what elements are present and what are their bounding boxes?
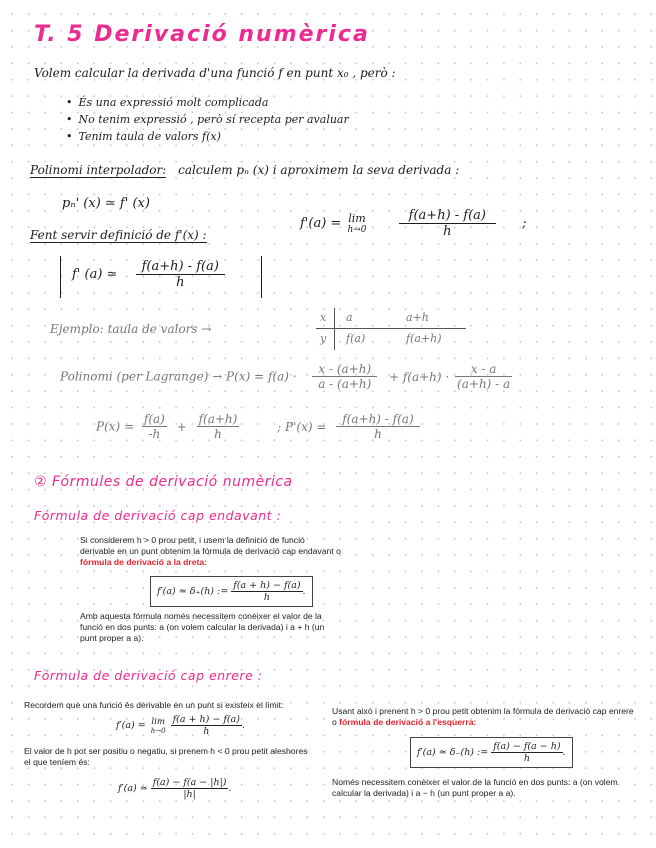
forward-box-den: h xyxy=(231,591,302,603)
back-left-eq2-lhs: f′(a) ≃ xyxy=(118,783,148,794)
px2-fraction xyxy=(336,412,419,441)
table-divider-h xyxy=(316,328,466,329)
back-left-eq2-end: . xyxy=(228,783,232,794)
back-right-box-lhs: f′(a) ≃ δ₋(h) := xyxy=(417,747,489,758)
polinomi-label: Polinomi interpolador: xyxy=(30,163,167,177)
lagrange-line xyxy=(60,362,512,391)
forward-paragraph-2: Amb aquesta fórmula només necessitem conèixer el valor de la funció en dos punts: a (on volem calcular la derivada) i a + h (un punt proper a a). xyxy=(80,611,325,644)
section-2-heading: ② Fórmules de derivació numèrica xyxy=(34,474,293,490)
table-cell: f(a+h) xyxy=(406,332,442,345)
boxed-numerator: f(a+h) - f(a) xyxy=(141,259,219,274)
page-title: T. 5 Derivació numèrica xyxy=(34,22,370,47)
boxed-denominator: h xyxy=(136,274,225,290)
def-numerator: f(a+h) - f(a) xyxy=(408,208,487,223)
derivative-definition xyxy=(300,208,527,239)
table-cell: f(a) xyxy=(346,332,366,345)
boxed-fraction xyxy=(136,259,225,290)
back-left-lim xyxy=(149,717,168,735)
px2-den: h xyxy=(336,426,419,441)
back-right-box-den: h xyxy=(491,752,562,764)
boxed-lhs: f' (a) ≃ xyxy=(72,267,118,282)
forward-p1-text: Si considerem h > 0 prou petit, i usem la definició de funció derivable en un punt obtenim la fórmula de derivació cap endavant o xyxy=(80,535,341,557)
def-lim: lim xyxy=(348,212,366,225)
back-left-den: h xyxy=(171,725,242,737)
bullet-item: • És una expressió molt complicada xyxy=(66,96,268,109)
forward-box-num: f(a + h) − f(a) xyxy=(233,580,301,591)
lag-f2-num: x - a xyxy=(470,362,497,376)
lag-f2-den: (a+h) - a xyxy=(457,377,511,391)
px-line xyxy=(96,412,420,441)
back-left-eq2-fraction xyxy=(151,777,232,800)
px-plus: + xyxy=(176,419,187,434)
forward-box-fraction xyxy=(231,580,302,603)
def-denominator: h xyxy=(399,223,496,239)
back-right-p1-red: fórmula de derivació a l'esquerra: xyxy=(339,717,477,728)
polinomi-text: calculem pₙ (x) i aproximem la seva derivada : xyxy=(178,163,460,177)
fent-servir-label: Fent servir definició de f'(x) : xyxy=(30,228,207,242)
intro-text: Volem calcular la derivada d'una funció f en punt x₀ , però : xyxy=(34,66,396,80)
px-fraction-2 xyxy=(197,412,240,441)
def-semicolon: ; xyxy=(522,216,527,231)
back-left-fraction xyxy=(171,714,242,737)
lag-f1-num: x - (a+h) xyxy=(318,362,372,376)
back-left-eq-lhs: f′(a) = xyxy=(116,720,146,731)
forward-box-end: . xyxy=(302,586,306,597)
px-lhs: P(x) = xyxy=(96,419,135,434)
lagrange-fraction-1 xyxy=(312,362,377,391)
bullet-item: • Tenim taula de valors f(x) xyxy=(66,130,221,143)
backward-title: Fórmula de derivació cap enrere : xyxy=(34,668,263,683)
boxed-approx xyxy=(72,259,225,290)
lagrange-label: Polinomi (per Lagrange) → P(x) = f(a) · xyxy=(60,369,297,384)
lim-block xyxy=(345,212,368,235)
px2-num: f(a+h) - f(a) xyxy=(342,412,414,426)
px-f1-den: -h xyxy=(142,426,167,441)
back-left-num: f(a + h) − f(a) xyxy=(172,714,240,725)
table-cell: a xyxy=(346,311,353,324)
back-left-lim: lim xyxy=(151,716,165,727)
back-left-end: . xyxy=(241,720,245,731)
def-lhs: f'(a) = xyxy=(300,216,342,231)
table-cell: x xyxy=(320,311,327,324)
forward-title: Fórmula de derivació cap endavant : xyxy=(34,508,282,523)
px2-lhs: ; P'(x) = xyxy=(277,419,327,434)
back-left-eq2-num: f(a) − f(a − |h|) xyxy=(152,777,227,788)
px-f2-den: h xyxy=(197,426,240,441)
table-cell: y xyxy=(320,332,327,345)
approx-line: pₙ' (x) ≃ f' (x) xyxy=(62,196,150,211)
back-right-box-end: . xyxy=(562,747,566,758)
forward-p1-red: fórmula de derivació a la dreta: xyxy=(80,557,208,568)
back-left-eq2-den: |h| xyxy=(151,788,229,800)
backward-left-eq xyxy=(116,714,245,737)
backward-left-p2: El valor de h pot ser positiu o negatiu, si prenem h < 0 prou petit aleshores el que teníem és: xyxy=(24,746,308,768)
backward-right-p2: Només necessitem conèixer el valor de la funció en dos punts: a (on volem calcular la derivada) i a − h (un punt proper a a). xyxy=(332,777,618,799)
values-table xyxy=(316,308,466,350)
forward-paragraph-1 xyxy=(80,535,342,569)
lagrange-mid: + f(a+h) · xyxy=(388,369,450,384)
lag-f1-den: a - (a+h) xyxy=(312,376,377,391)
table-cell: a+h xyxy=(406,311,429,324)
def-fraction xyxy=(399,208,496,239)
px-f2-num: f(a+h) xyxy=(198,412,238,426)
forward-box-lhs: f′(a) ≃ δ₊(h) := xyxy=(157,586,229,597)
lagrange-fraction-2 xyxy=(455,362,512,391)
polinomi-line xyxy=(30,163,459,177)
backward-left-eq2 xyxy=(118,777,232,800)
back-left-lim-sub: h→0 xyxy=(150,726,166,735)
backward-right-p1 xyxy=(332,706,636,728)
backward-left-p1: Recordem que una funció és derivable en un punt si existeix el límit: xyxy=(24,700,284,710)
backward-formula-box xyxy=(410,737,573,768)
back-right-box-num: f(a) − f(a − h) xyxy=(493,741,561,752)
ejemplo-label: Ejemplo: taula de valors → xyxy=(50,322,212,336)
forward-formula-box xyxy=(150,576,313,607)
back-right-p1-text: Usant això i prenent h > 0 prou petit obtenim la fórmula de derivació cap enrere o xyxy=(332,706,634,728)
px-f1-num: f(a) xyxy=(143,412,165,426)
px-fraction-1 xyxy=(142,412,167,441)
bullet-item: • No tenim expressió , però sí recepta per avaluar xyxy=(66,113,349,126)
back-right-box-fraction xyxy=(491,741,562,764)
def-lim-sub: h→0 xyxy=(347,225,367,235)
